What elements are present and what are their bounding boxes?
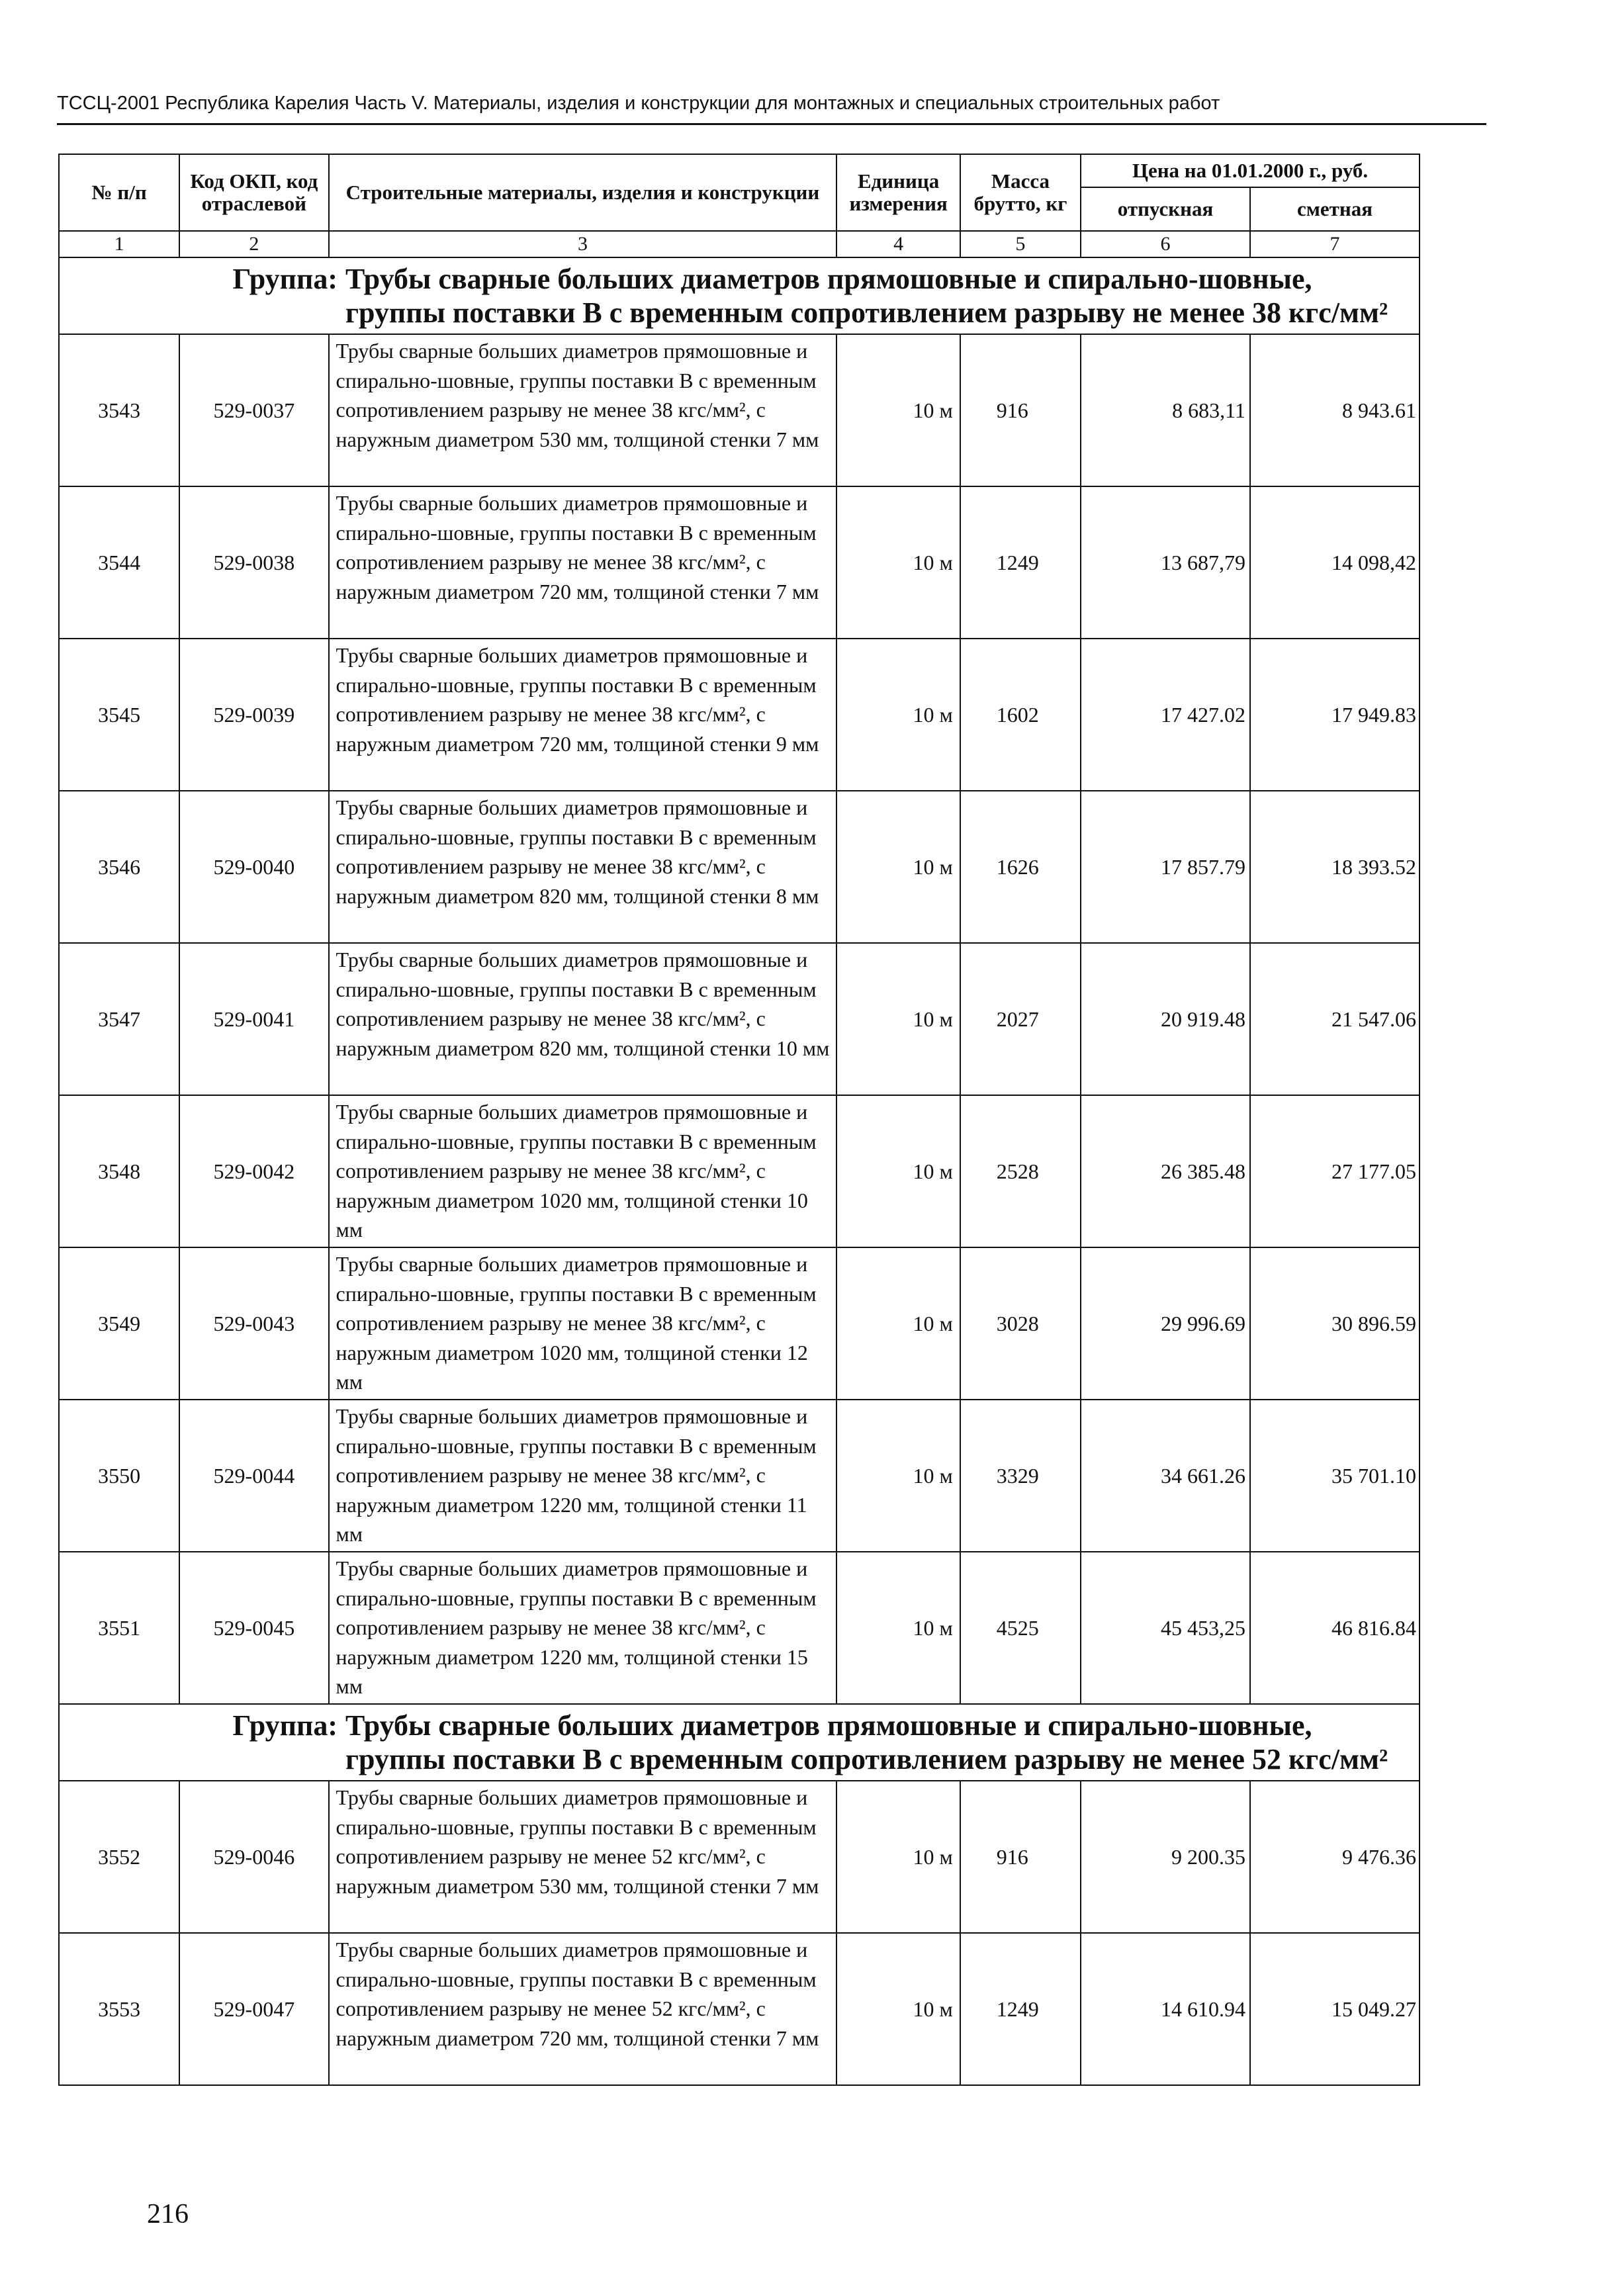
unit-of-measure: 10 м	[836, 334, 960, 486]
material-description: Трубы сварные больших диаметров прямошовные и спирально-шовные, группы поставки В с временным сопротивлением разрыву не менее 38 кгс/мм², с наружным диаметром 1020 мм, толщиной стенки 12 мм	[329, 1247, 837, 1400]
group-title: Трубы сварные больших диаметров прямошовные и спирально-шовные, группы поставки В с временным сопротивлением разрыву не менее 52 кгс/мм²	[345, 1709, 1388, 1775]
group-header-cell	[59, 257, 1420, 334]
release-price: 17 857.79	[1081, 791, 1250, 943]
column-number: 6	[1081, 231, 1250, 257]
column-number: 1	[59, 231, 179, 257]
estimate-price: 17 949.83	[1250, 639, 1420, 791]
material-description: Трубы сварные больших диаметров прямошовные и спирально-шовные, группы поставки В с временным сопротивлением разрыву не менее 38 кгс/мм², с наружным диаметром 720 мм, толщиной стенки 9 мм	[329, 639, 837, 791]
release-price: 45 453,25	[1081, 1552, 1250, 1704]
gross-mass: 3329	[960, 1400, 1081, 1552]
header-divider	[57, 123, 1486, 125]
estimate-price: 18 393.52	[1250, 791, 1420, 943]
item-number: 3546	[59, 791, 179, 943]
estimate-price: 14 098,42	[1250, 486, 1420, 639]
item-number: 3544	[59, 486, 179, 639]
gross-mass: 1249	[960, 1933, 1081, 2085]
group-header-row	[59, 1704, 1420, 1781]
item-number: 3549	[59, 1247, 179, 1400]
release-price: 29 996.69	[1081, 1247, 1250, 1400]
estimate-price: 8 943.61	[1250, 334, 1420, 486]
material-description: Трубы сварные больших диаметров прямошовные и спирально-шовные, группы поставки В с временным сопротивлением разрыву не менее 38 кгс/мм², с наружным диаметром 720 мм, толщиной стенки 7 мм	[329, 486, 837, 639]
release-price: 14 610.94	[1081, 1933, 1250, 2085]
item-number: 3552	[59, 1781, 179, 1933]
running-header: ТССЦ-2001 Республика Карелия Часть V. Материалы, изделия и конструкции для монтажных и специальных строительных работ	[57, 93, 1220, 114]
table-body	[59, 257, 1420, 2085]
column-number: 3	[329, 231, 837, 257]
okp-code: 529-0040	[179, 791, 328, 943]
unit-of-measure: 10 м	[836, 1247, 960, 1400]
unit-of-measure: 10 м	[836, 943, 960, 1095]
gross-mass: 1249	[960, 486, 1081, 639]
unit-of-measure: 10 м	[836, 791, 960, 943]
group-header-cell	[59, 1704, 1420, 1781]
unit-of-measure: 10 м	[836, 1781, 960, 1933]
header-item-number: № п/п	[59, 154, 179, 231]
header-estimate-price: сметная	[1250, 187, 1420, 231]
item-number: 3553	[59, 1933, 179, 2085]
group-label: Группа:	[232, 1709, 338, 1742]
table-row	[59, 1400, 1420, 1552]
material-description: Трубы сварные больших диаметров прямошовные и спирально-шовные, группы поставки В с временным сопротивлением разрыву не менее 52 кгс/мм², с наружным диаметром 720 мм, толщиной стенки 7 мм	[329, 1933, 837, 2085]
material-description: Трубы сварные больших диаметров прямошовные и спирально-шовные, группы поставки В с временным сопротивлением разрыву не менее 38 кгс/мм², с наружным диаметром 820 мм, толщиной стенки 10 мм	[329, 943, 837, 1095]
column-number: 2	[179, 231, 328, 257]
estimate-price: 30 896.59	[1250, 1247, 1420, 1400]
release-price: 20 919.48	[1081, 943, 1250, 1095]
column-number-row	[59, 231, 1420, 257]
item-number: 3543	[59, 334, 179, 486]
okp-code: 529-0045	[179, 1552, 328, 1704]
group-heading	[60, 1709, 1406, 1776]
release-price: 13 687,79	[1081, 486, 1250, 639]
column-number: 5	[960, 231, 1081, 257]
table-row	[59, 943, 1420, 1095]
okp-code: 529-0037	[179, 334, 328, 486]
header-price-group: Цена на 01.01.2000 г., руб.	[1081, 154, 1420, 187]
material-description: Трубы сварные больших диаметров прямошовные и спирально-шовные, группы поставки В с временным сопротивлением разрыву не менее 38 кгс/мм², с наружным диаметром 1220 мм, толщиной стенки 11 мм	[329, 1400, 837, 1552]
release-price: 17 427.02	[1081, 639, 1250, 791]
column-number: 4	[836, 231, 960, 257]
okp-code: 529-0046	[179, 1781, 328, 1933]
gross-mass: 2528	[960, 1095, 1081, 1247]
material-description: Трубы сварные больших диаметров прямошовные и спирально-шовные, группы поставки В с временным сопротивлением разрыву не менее 38 кгс/мм², с наружным диаметром 1220 мм, толщиной стенки 15 мм	[329, 1552, 837, 1704]
table-row	[59, 791, 1420, 943]
okp-code: 529-0042	[179, 1095, 328, 1247]
estimate-price: 35 701.10	[1250, 1400, 1420, 1552]
table-row	[59, 1552, 1420, 1704]
okp-code: 529-0038	[179, 486, 328, 639]
material-description: Трубы сварные больших диаметров прямошовные и спирально-шовные, группы поставки В с временным сопротивлением разрыву не менее 52 кгс/мм², с наружным диаметром 530 мм, толщиной стенки 7 мм	[329, 1781, 837, 1933]
release-price: 26 385.48	[1081, 1095, 1250, 1247]
header-materials: Строительные материалы, изделия и конструкции	[329, 154, 837, 231]
header-mass: Масса брутто, кг	[960, 154, 1081, 231]
price-table	[58, 154, 1420, 2086]
item-number: 3545	[59, 639, 179, 791]
group-heading	[60, 262, 1406, 330]
okp-code: 529-0043	[179, 1247, 328, 1400]
gross-mass: 4525	[960, 1552, 1081, 1704]
table-row	[59, 1933, 1420, 2085]
header-unit: Единица измерения	[836, 154, 960, 231]
unit-of-measure: 10 м	[836, 639, 960, 791]
group-label: Группа:	[232, 263, 338, 295]
gross-mass: 3028	[960, 1247, 1081, 1400]
gross-mass: 916	[960, 1781, 1081, 1933]
header-okp-code: Код ОКП, код отраслевой	[179, 154, 328, 231]
material-description: Трубы сварные больших диаметров прямошовные и спирально-шовные, группы поставки В с временным сопротивлением разрыву не менее 38 кгс/мм², с наружным диаметром 530 мм, толщиной стенки 7 мм	[329, 334, 837, 486]
estimate-price: 9 476.36	[1250, 1781, 1420, 1933]
material-description: Трубы сварные больших диаметров прямошовные и спирально-шовные, группы поставки В с временным сопротивлением разрыву не менее 38 кгс/мм², с наружным диаметром 1020 мм, толщиной стенки 10 мм	[329, 1095, 837, 1247]
item-number: 3547	[59, 943, 179, 1095]
table-row	[59, 1095, 1420, 1247]
item-number: 3548	[59, 1095, 179, 1247]
table-row	[59, 334, 1420, 486]
okp-code: 529-0041	[179, 943, 328, 1095]
release-price: 9 200.35	[1081, 1781, 1250, 1933]
unit-of-measure: 10 м	[836, 1400, 960, 1552]
unit-of-measure: 10 м	[836, 1933, 960, 2085]
okp-code: 529-0039	[179, 639, 328, 791]
page-number: 216	[147, 2199, 189, 2229]
unit-of-measure: 10 м	[836, 1552, 960, 1704]
gross-mass: 916	[960, 334, 1081, 486]
unit-of-measure: 10 м	[836, 1095, 960, 1247]
estimate-price: 46 816.84	[1250, 1552, 1420, 1704]
gross-mass: 2027	[960, 943, 1081, 1095]
unit-of-measure: 10 м	[836, 486, 960, 639]
gross-mass: 1602	[960, 639, 1081, 791]
okp-code: 529-0047	[179, 1933, 328, 2085]
group-header-row	[59, 257, 1420, 334]
table-row	[59, 639, 1420, 791]
table-row	[59, 1247, 1420, 1400]
column-number: 7	[1250, 231, 1420, 257]
table-row	[59, 1781, 1420, 1933]
item-number: 3550	[59, 1400, 179, 1552]
material-description: Трубы сварные больших диаметров прямошовные и спирально-шовные, группы поставки В с временным сопротивлением разрыву не менее 38 кгс/мм², с наружным диаметром 820 мм, толщиной стенки 8 мм	[329, 791, 837, 943]
release-price: 34 661.26	[1081, 1400, 1250, 1552]
estimate-price: 15 049.27	[1250, 1933, 1420, 2085]
estimate-price: 21 547.06	[1250, 943, 1420, 1095]
item-number: 3551	[59, 1552, 179, 1704]
gross-mass: 1626	[960, 791, 1081, 943]
table-row	[59, 486, 1420, 639]
header-release-price: отпускная	[1081, 187, 1250, 231]
release-price: 8 683,11	[1081, 334, 1250, 486]
okp-code: 529-0044	[179, 1400, 328, 1552]
group-title: Трубы сварные больших диаметров прямошовные и спирально-шовные, группы поставки В с временным сопротивлением разрыву не менее 38 кгс/мм²	[345, 263, 1388, 329]
estimate-price: 27 177.05	[1250, 1095, 1420, 1247]
